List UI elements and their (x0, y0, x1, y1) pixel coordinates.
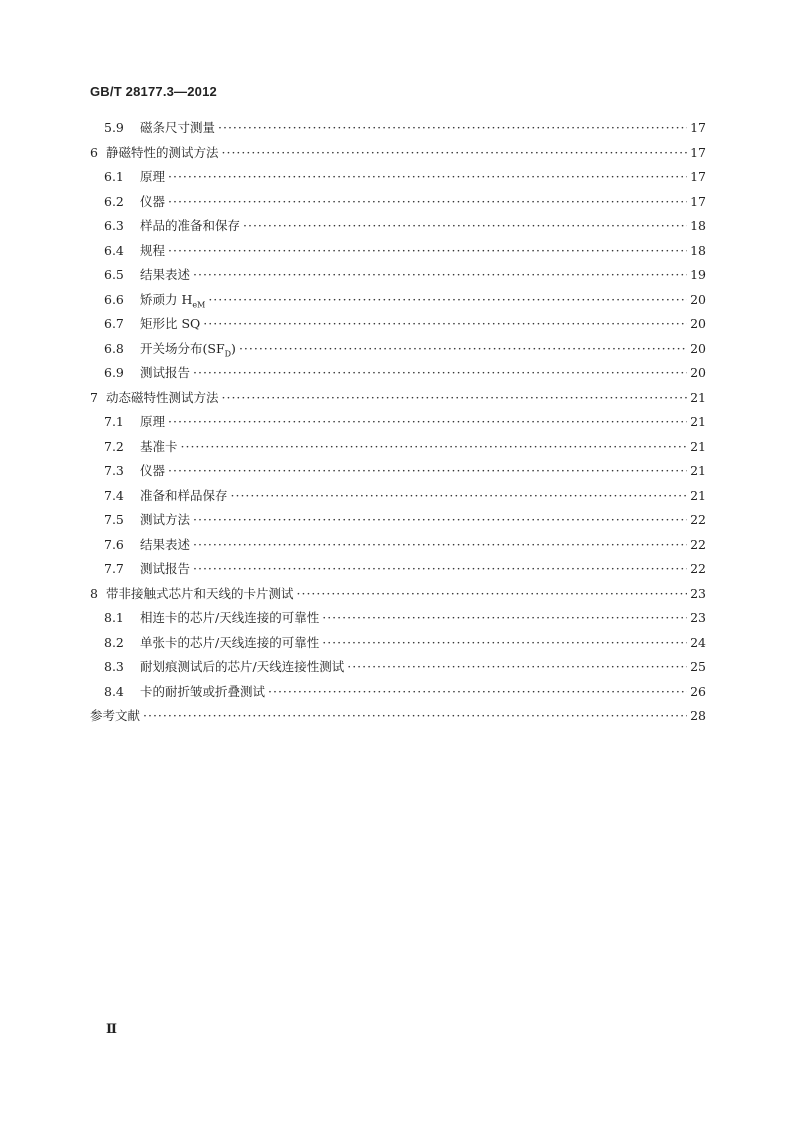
toc-entry-title (140, 459, 165, 484)
dot-leader (239, 337, 687, 362)
toc-entry-page: 21 (690, 389, 706, 405)
dot-leader (203, 312, 687, 337)
toc-entry-page: 22 (690, 536, 706, 552)
toc-entry-page: 21 (690, 487, 706, 503)
toc-entry-number: 6.1 (104, 169, 124, 184)
toc-entry-number: 7.4 (104, 487, 124, 503)
toc-entry-title-text: 动态磁特性测试方法 (106, 389, 219, 405)
toc-entry-title (140, 435, 178, 460)
toc-entry-page: 20 (690, 291, 706, 307)
toc-entry-title-text: 原理 (140, 169, 166, 184)
toc-entry-number: 7 (90, 389, 98, 405)
toc-entry-page: 21 (690, 438, 706, 454)
toc-entry-number: 7.6 (104, 536, 124, 552)
toc-entry-number: 6.3 (104, 218, 124, 233)
toc-entry-title-text: 磁条尺寸测量 (140, 120, 216, 135)
toc-entry-page: 25 (690, 659, 706, 674)
toc-entry-title-text: 测试方法 (140, 512, 191, 527)
dot-leader (268, 680, 687, 705)
toc-entry-page: 26 (690, 683, 706, 699)
toc-entry-title-text: 参考文献 (90, 708, 141, 723)
dot-leader (168, 190, 687, 215)
dot-leader (322, 631, 687, 656)
toc-entry[interactable] (90, 680, 706, 705)
toc-entry-page: 22 (690, 512, 706, 527)
toc-entry-title (140, 680, 265, 705)
dot-leader (193, 508, 687, 533)
toc-entry-title (140, 263, 190, 288)
toc-entry-title (140, 214, 240, 239)
dot-leader (218, 116, 687, 141)
toc-entry-title-text: 测试报告 (140, 365, 191, 380)
toc-entry-page: 23 (690, 610, 706, 625)
toc-entry-page: 21 (690, 463, 706, 478)
dot-leader (208, 288, 687, 313)
toc-entry-title-text: 基准卡 (140, 438, 178, 454)
toc-entry[interactable] (90, 606, 706, 631)
toc-entry-number: 5.9 (104, 120, 124, 135)
toc-entry-number: 7.3 (104, 463, 124, 478)
toc-entry-title-text: 原理 (140, 414, 166, 429)
toc-entry-title (140, 533, 190, 558)
toc-entry-title (106, 582, 294, 607)
toc-entry-page: 24 (690, 634, 706, 650)
toc-entry-title (140, 361, 190, 386)
toc-entry-number: 6.8 (104, 340, 124, 356)
toc-entry[interactable] (90, 386, 706, 411)
toc-entry-title-text: 矩形比 SQ (140, 316, 201, 331)
toc-entry[interactable] (90, 533, 706, 558)
toc-entry-title (106, 141, 219, 166)
toc-entry[interactable] (90, 239, 706, 264)
toc-entry[interactable] (90, 263, 706, 288)
toc-entry-number: 6.9 (104, 365, 124, 380)
toc-entry-page: 20 (690, 365, 706, 380)
toc-entry-title-text: 耐划痕测试后的芯片/天线连接性测试 (140, 659, 345, 674)
toc-entry-number: 7.5 (104, 512, 124, 527)
toc-entry-page: 23 (690, 585, 706, 601)
toc-entry-page: 18 (690, 218, 706, 233)
toc-entry[interactable] (90, 165, 706, 190)
toc-entry-title-text: 规程 (140, 242, 166, 258)
dot-leader (222, 386, 687, 411)
toc-entry-number: 6.7 (104, 316, 124, 331)
toc-entry-title-text: 仪器 (140, 193, 166, 209)
toc-entry[interactable] (90, 288, 706, 313)
toc-entry-page: 21 (690, 414, 706, 429)
toc-entry-title-text: 矫顽力 H (140, 291, 193, 307)
toc-entry[interactable] (90, 312, 706, 337)
toc-entry[interactable] (90, 116, 706, 141)
toc-entry-number: 8.4 (104, 683, 124, 699)
toc-entry-title-text: 相连卡的芯片/天线连接的可靠性 (140, 610, 320, 625)
toc-entry-page: 28 (690, 708, 706, 723)
toc-entry-page: 20 (690, 340, 706, 356)
toc-entry-number: 8.3 (104, 659, 124, 674)
toc-entry[interactable] (90, 190, 706, 215)
toc-entry-title (106, 386, 219, 411)
dot-leader (143, 704, 687, 729)
toc-entry-number: 8 (90, 585, 98, 601)
toc-entry-title-text: 准备和样品保存 (140, 487, 228, 503)
toc-entry[interactable] (90, 337, 706, 362)
dot-leader (193, 263, 687, 288)
toc-entry-title-text: 单张卡的芯片/天线连接的可靠性 (140, 634, 320, 650)
toc-entry-number: 8.2 (104, 634, 124, 650)
toc-entry[interactable] (90, 361, 706, 386)
toc-entry-number: 7.7 (104, 561, 124, 576)
toc-entry-page: 17 (690, 193, 706, 209)
toc-entry[interactable] (90, 557, 706, 582)
toc-entry-title (140, 165, 165, 190)
dot-leader (193, 533, 687, 558)
toc-entry-page: 17 (690, 144, 706, 160)
toc-entry-page: 17 (690, 120, 706, 135)
toc-entry-number: 7.1 (104, 414, 124, 429)
toc-entry-title (140, 655, 344, 680)
toc-entry[interactable] (90, 410, 706, 435)
dot-leader (193, 361, 687, 386)
toc-entry-title (140, 606, 319, 631)
toc-entry-number: 6.2 (104, 193, 124, 209)
document-header: GB/T 28177.3—2012 (90, 84, 217, 99)
dot-leader (168, 239, 687, 264)
toc-entry-title-text: 开关场分布(SF (140, 340, 225, 356)
dot-leader (168, 165, 687, 190)
dot-leader (181, 435, 687, 460)
toc-entry[interactable] (90, 704, 706, 729)
toc-entry-title-text: 卡的耐折皱或折叠测试 (140, 683, 266, 699)
toc-entry-page: 17 (690, 169, 706, 184)
toc-entry-title-text: 仪器 (140, 463, 166, 478)
toc-entry-number: 7.2 (104, 438, 124, 454)
dot-leader (322, 606, 687, 631)
toc-entry-title-text: 样品的准备和保存 (140, 218, 241, 233)
toc-entry[interactable] (90, 214, 706, 239)
dot-leader (193, 557, 687, 582)
toc-entry-number: 8.1 (104, 610, 124, 625)
dot-leader (231, 484, 687, 509)
toc-entry-title-text: 带非接触式芯片和天线的卡片测试 (106, 585, 294, 601)
page-number: Ⅱ (106, 1022, 117, 1037)
dot-leader (243, 214, 687, 239)
toc-entry-number: 6.4 (104, 242, 124, 258)
toc-entry-title (140, 410, 165, 435)
dot-leader (222, 141, 687, 166)
toc-entry[interactable] (90, 582, 706, 607)
toc-entry-title (140, 312, 200, 337)
toc-entry-title-text: 静磁特性的测试方法 (106, 144, 219, 160)
toc-entry-title-end: ) (231, 340, 236, 356)
dot-leader (297, 582, 687, 607)
toc-entry[interactable] (90, 508, 706, 533)
toc-entry-title-text: 结果表述 (140, 267, 191, 282)
toc-entry-page: 20 (690, 316, 706, 331)
toc-entry-number: 6 (90, 144, 98, 160)
toc-entry[interactable] (90, 141, 706, 166)
toc-entry-title-text: 结果表述 (140, 536, 191, 552)
toc-entry-title (90, 704, 140, 729)
toc-entry-title (140, 557, 190, 582)
toc-entry-number: 6.6 (104, 291, 124, 307)
toc-entry[interactable] (90, 655, 706, 680)
toc-entry-number: 6.5 (104, 267, 124, 282)
toc-entry[interactable] (90, 484, 706, 509)
dot-leader (168, 410, 687, 435)
toc-entry-page: 19 (690, 267, 706, 282)
toc-entry-title (140, 631, 319, 656)
toc-entry-page: 18 (690, 242, 706, 258)
dot-leader (168, 459, 687, 484)
toc-entry[interactable] (90, 631, 706, 656)
toc-entry-title-subscript: eM (192, 300, 206, 309)
dot-leader (347, 655, 687, 680)
toc-entry[interactable] (90, 435, 706, 460)
toc-entry-title (140, 484, 228, 509)
toc-entry-title (140, 116, 215, 141)
table-of-contents (90, 116, 706, 729)
toc-entry[interactable] (90, 459, 706, 484)
toc-entry-title (140, 508, 190, 533)
toc-entry-page: 22 (690, 561, 706, 576)
toc-entry-title-text: 测试报告 (140, 561, 191, 576)
toc-entry-title-subscript: D (224, 349, 232, 358)
toc-entry-title (140, 190, 165, 215)
toc-entry-title (140, 239, 165, 264)
